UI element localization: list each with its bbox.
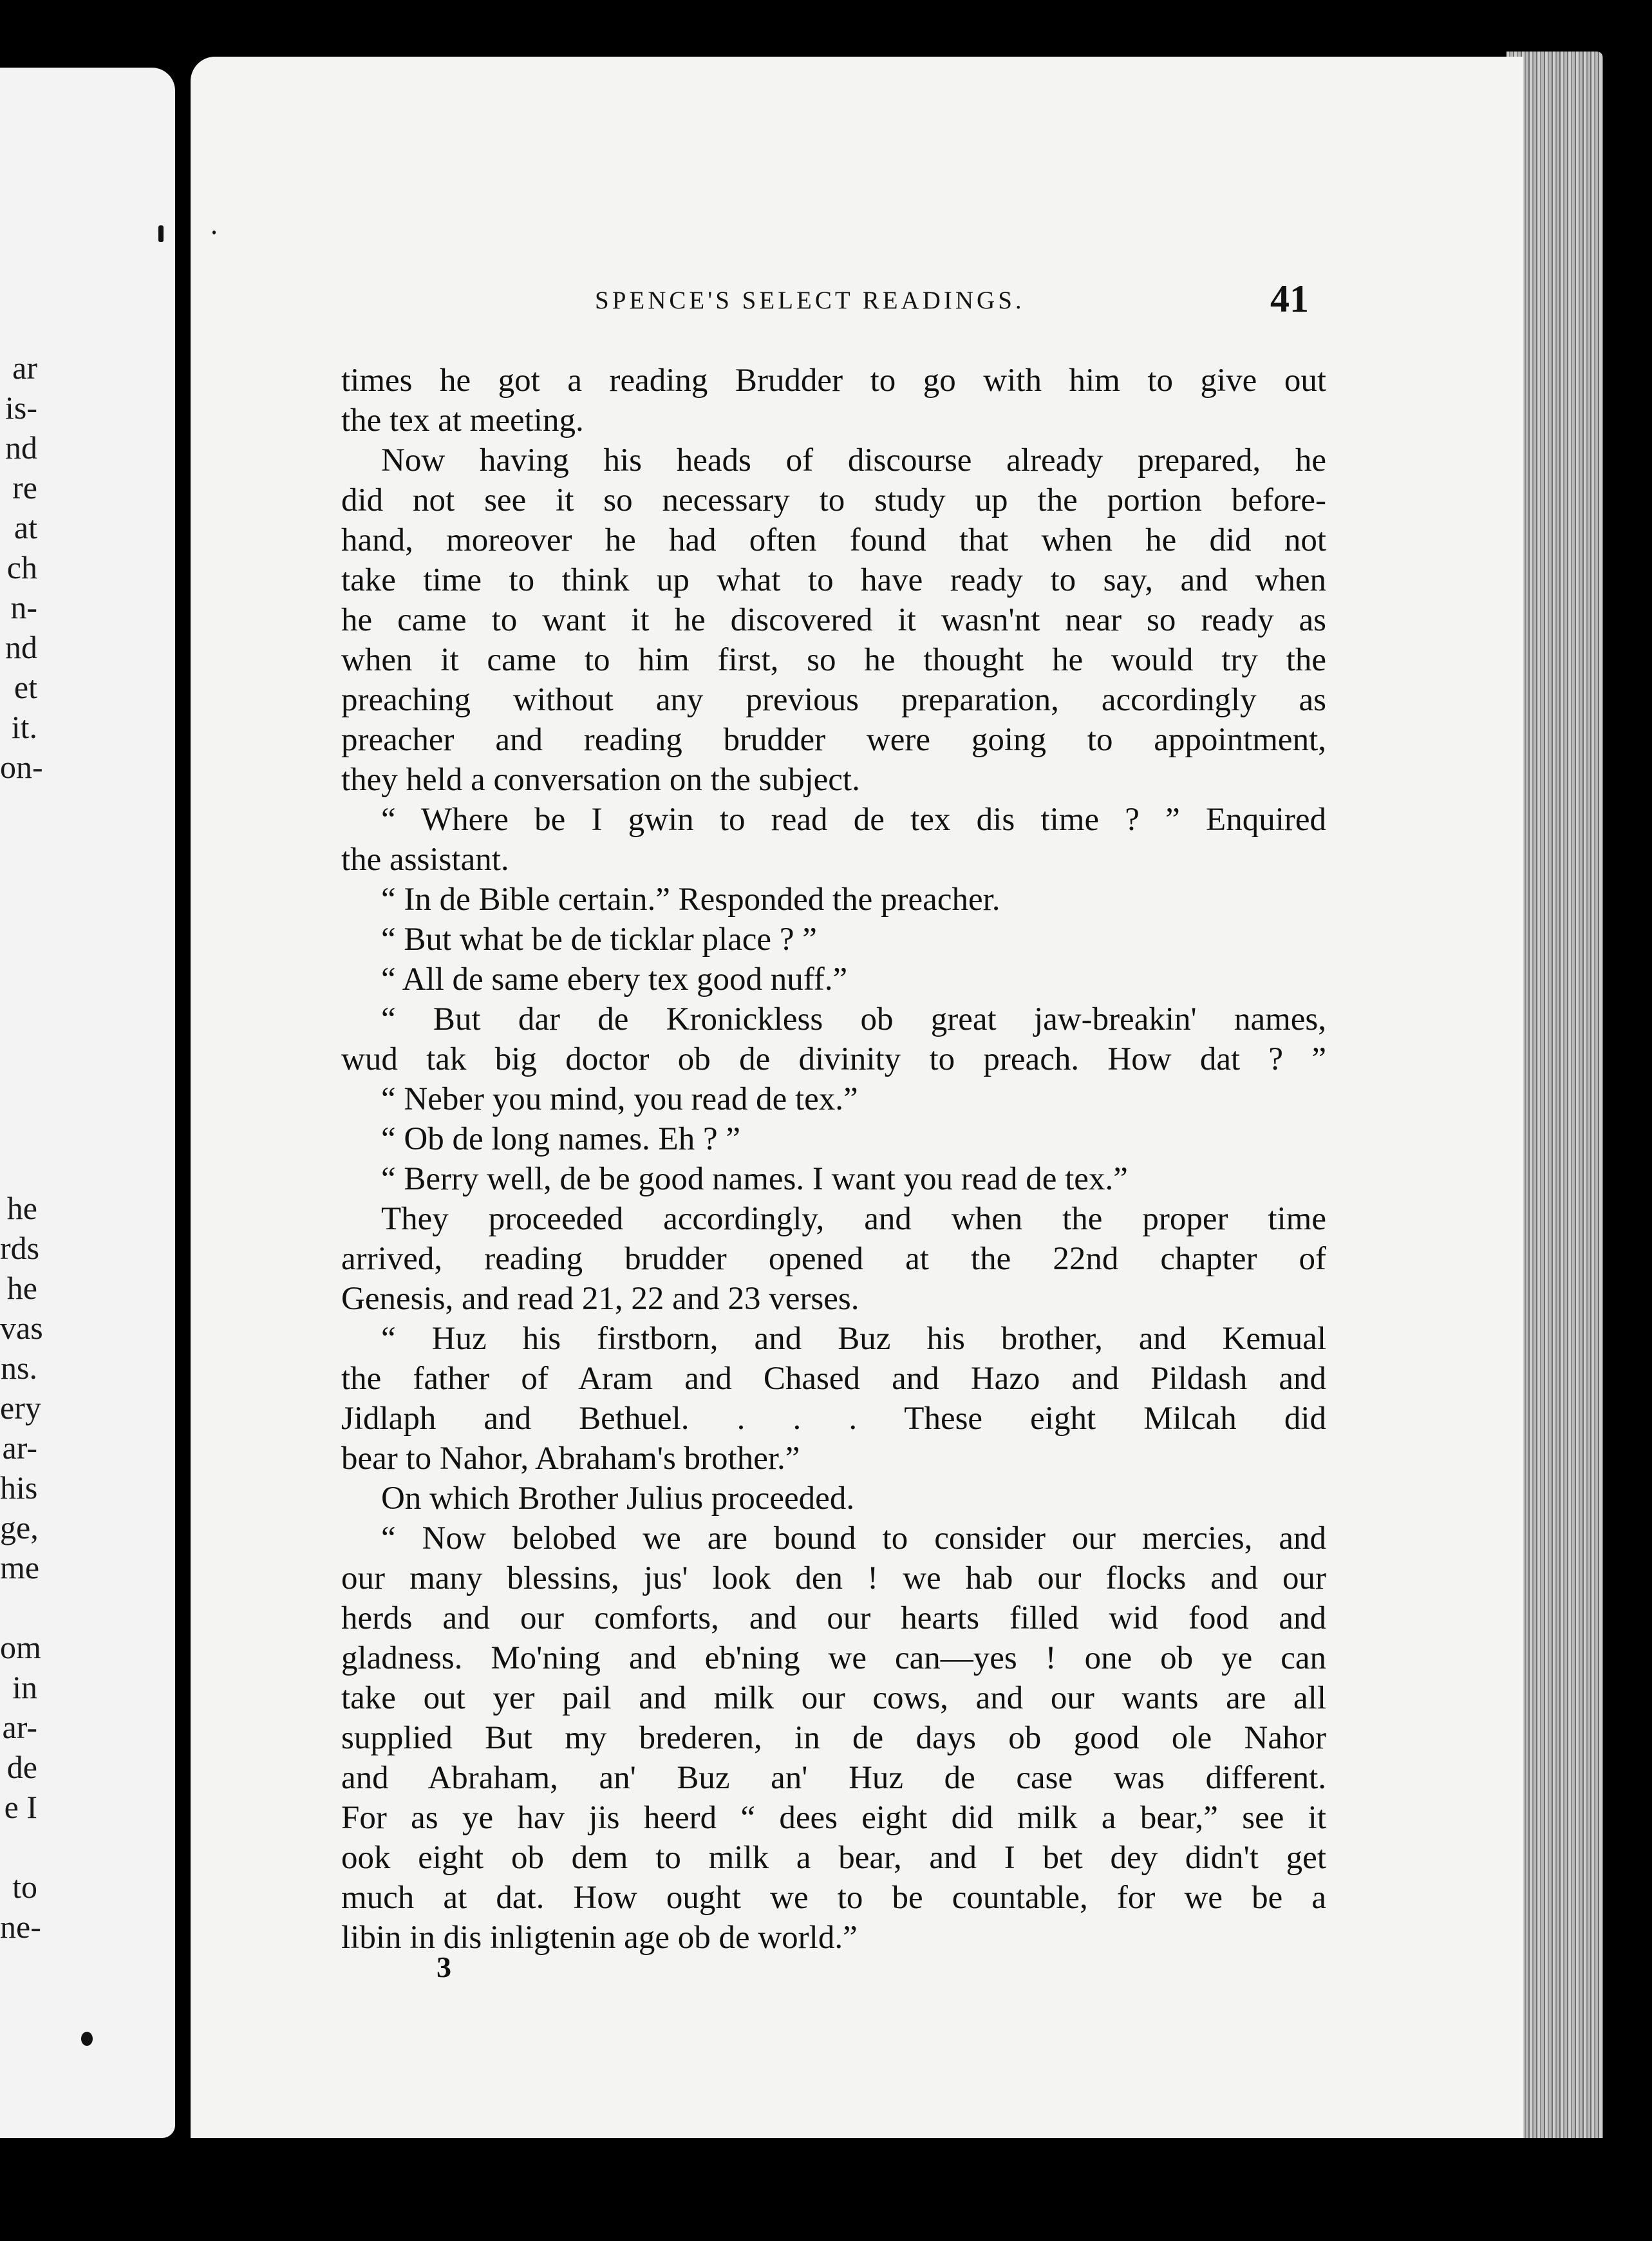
text-line: they held a conversation on the subject. — [341, 762, 860, 798]
left-page-fragment-line: he — [6, 1190, 37, 1226]
page-number: 41 — [1270, 278, 1309, 320]
left-page-fragment-line: ge, — [0, 1509, 39, 1546]
left-page-fragment-line: me — [0, 1549, 40, 1585]
body-text — [341, 361, 1326, 1958]
left-page-fragment-line: ar- — [2, 1709, 37, 1745]
left-page-fragment-line: de — [6, 1749, 37, 1785]
text-line: bear to Nahor, Abraham's brother.” — [341, 1441, 800, 1477]
left-page-fragment-line: om — [0, 1629, 41, 1665]
left-page-fragment-line: n- — [10, 589, 37, 625]
left-page-fragment-line: ar — [12, 350, 37, 386]
text-line: “ Neber you mind, you read de tex.” — [381, 1081, 858, 1117]
left-page-fragment-line: at — [14, 509, 37, 545]
left-page-fragment-line: on- — [0, 749, 43, 785]
text-line: preaching without any previous preparation, accordingly as — [341, 682, 1326, 718]
text-line: take time to think up what to have ready to say, and when — [341, 562, 1326, 598]
text-line: “ All de same ebery tex good nuff.” — [381, 961, 848, 998]
text-line: take out yer pail and milk our cows, and our wants are all — [341, 1680, 1326, 1716]
ink-speck — [212, 231, 216, 234]
text-line: supplied But my brederen, in de days ob good ole Nahor — [341, 1720, 1326, 1756]
signature-mark: 3 — [436, 1951, 451, 1983]
running-head — [191, 278, 1523, 328]
text-line: For as ye hav jis heerd “ dees eight did milk a bear,” see it — [341, 1800, 1326, 1836]
text-line: wud tak big doctor ob de divinity to preach. How dat ? ” — [341, 1041, 1326, 1077]
text-line: “ Huz his firstborn, and Buz his brother, and Kemual — [381, 1321, 1326, 1357]
text-line: “ In de Bible certain.” Responded the preacher. — [381, 882, 1000, 918]
left-page-fragment-line: re — [12, 469, 37, 506]
text-line: herds and our comforts, and our hearts filled wid food and — [341, 1600, 1326, 1636]
left-page-fragment-line: ch — [6, 549, 37, 585]
text-line: Now having his heads of discourse already prepared, he — [381, 442, 1326, 478]
text-line: “ Berry well, de be good names. I want you read de tex.” — [381, 1161, 1128, 1197]
text-line: hand, moreover he had often found that when he did not — [341, 522, 1326, 558]
left-page-fragment-line: ar- — [2, 1430, 37, 1466]
text-line: On which Brother Julius proceeded. — [381, 1480, 855, 1517]
text-line: times he got a reading Brudder to go with him to give out — [341, 363, 1326, 399]
text-line: libin in dis inligtenin age ob de world.” — [341, 1920, 858, 1956]
text-line: Genesis, and read 21, 22 and 23 verses. — [341, 1281, 859, 1317]
left-page-fragment-line — [0, 1587, 175, 1627]
text-line: gladness. Mo'ning and eb'ning we can—yes ! one ob ye can — [341, 1640, 1326, 1676]
left-page-fragment-line: ns. — [1, 1350, 37, 1386]
left-page-fragment-line: is- — [5, 390, 37, 426]
text-line: our many blessins, jus' look den ! we hab our flocks and our — [341, 1560, 1326, 1596]
ink-speck — [81, 2032, 93, 2046]
left-page-fragment-line: rds — [0, 1230, 40, 1266]
text-line: much at dat. How ought we to be countable, for we be a — [341, 1880, 1326, 1916]
text-line: “ But dar de Kronickless ob great jaw-breakin' names, — [381, 1001, 1326, 1037]
text-line: the tex at meeting. — [341, 402, 584, 439]
text-line: when it came to him first, so he thought he would try the — [341, 642, 1326, 678]
text-line: did not see it so necessary to study up the portion before- — [341, 482, 1326, 518]
text-line: “ Now belobed we are bound to consider our mercies, and — [381, 1520, 1326, 1556]
left-page-fragment — [0, 68, 175, 2138]
text-line: ook eight ob dem to milk a bear, and I bet dey didn't get — [341, 1840, 1326, 1876]
left-page-text-bottom — [0, 1188, 175, 1947]
left-page-fragment-line: he — [6, 1270, 37, 1306]
left-page-fragment-line: in — [12, 1669, 37, 1705]
left-page-fragment-line: vas — [0, 1310, 43, 1346]
text-line: preacher and reading brudder were going to appointment, — [341, 722, 1326, 758]
left-page-fragment-line: to — [12, 1869, 37, 1905]
left-page-fragment-line: his — [0, 1470, 38, 1506]
ink-speck — [158, 225, 164, 242]
left-page-fragment-line: nd — [5, 430, 37, 466]
left-page-fragment-line: et — [14, 669, 37, 705]
left-page-fragment-line — [0, 1827, 175, 1867]
text-line: the father of Aram and Chased and Hazo and Pildash and — [341, 1361, 1326, 1397]
left-page-fragment-line: it. — [11, 709, 37, 745]
text-line: Jidlaph and Bethuel. . . . These eight Milcah did — [341, 1401, 1326, 1437]
text-line: “ Ob de long names. Eh ? ” — [381, 1121, 740, 1157]
text-line: They proceeded accordingly, and when the proper time — [381, 1201, 1326, 1237]
running-head-title: SPENCE'S SELECT READINGS. — [595, 287, 1025, 314]
text-line: the assistant. — [341, 842, 509, 878]
left-page-fragment-line: ne- — [0, 1909, 41, 1945]
text-line: and Abraham, an' Buz an' Huz de case was different. — [341, 1760, 1326, 1796]
text-line: he came to want it he discovered it wasn'nt near so ready as — [341, 602, 1326, 638]
text-line: arrived, reading brudder opened at the 22nd chapter of — [341, 1241, 1326, 1277]
left-page-text-top — [0, 348, 175, 787]
text-line: “ But what be de ticklar place ? ” — [381, 922, 817, 958]
left-page-fragment-line: e I — [4, 1789, 37, 1825]
left-page-fragment-line: ery — [0, 1390, 41, 1426]
left-page-fragment-line: nd — [5, 629, 37, 665]
text-line: “ Where be I gwin to read de tex dis time ? ” Enquired — [381, 802, 1326, 838]
